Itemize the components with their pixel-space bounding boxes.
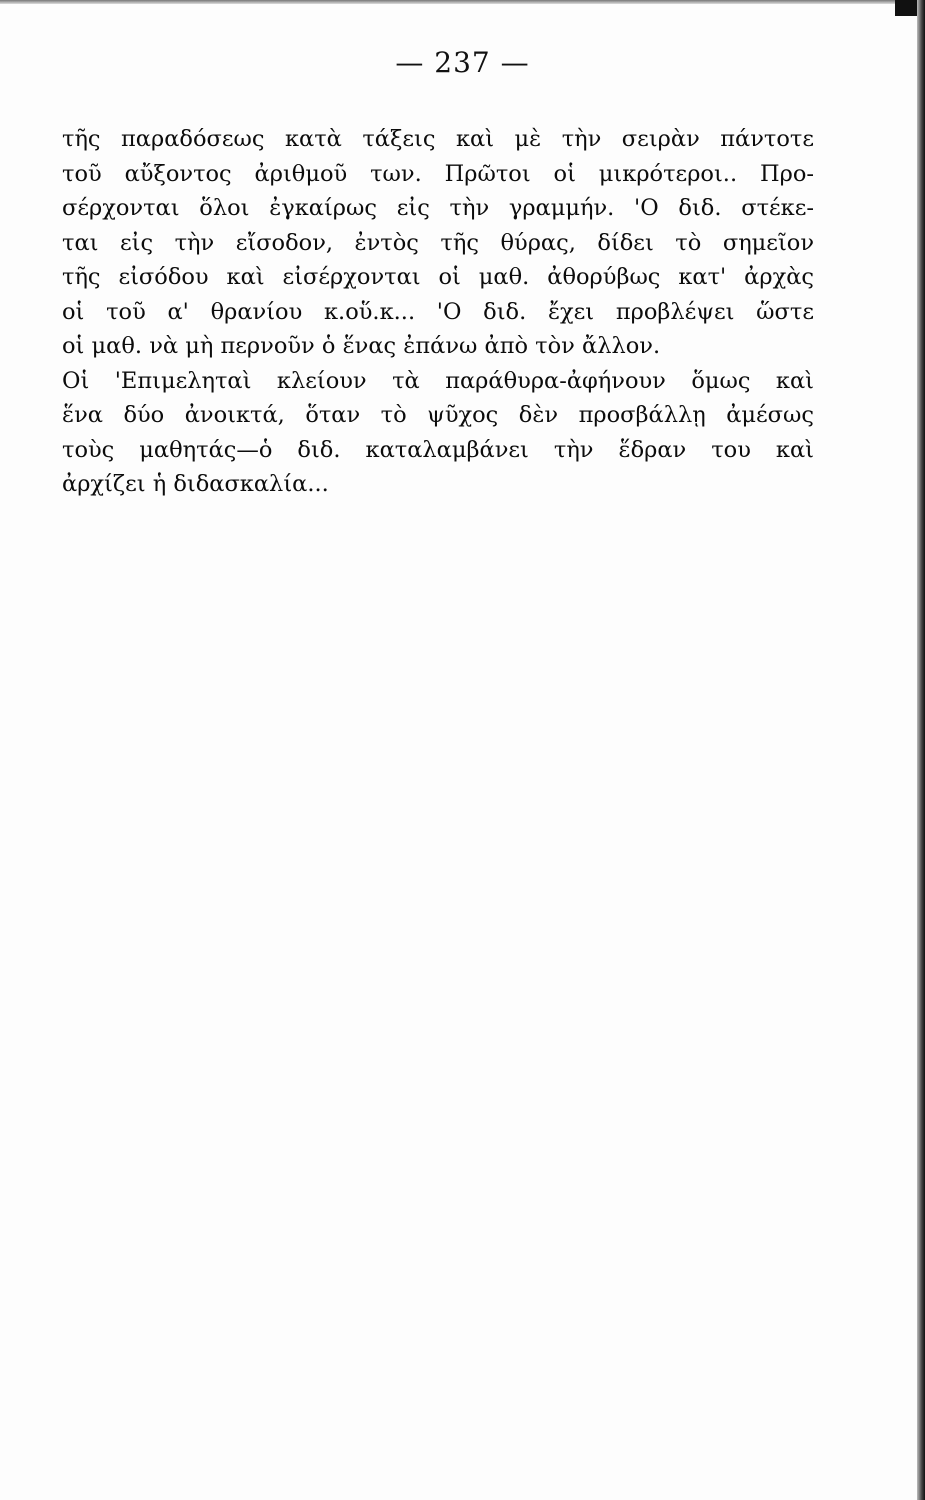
scan-corner-mark	[895, 0, 917, 16]
text-line: οἱ τοῦ α' θρανίου κ.οὕ.κ... 'Ο διδ. ἔχει προβλέψει ὥστε	[62, 298, 814, 325]
text-line: οἱ μαθ. νὰ μὴ περνοῦν ὁ ἕνας ἐπάνω ἀπὸ τὸν ἄλλον.	[62, 333, 661, 359]
text-line: ται εἰς τὴν εἴσοδον, ἐντὸς τῆς θύρας, δίδει τὸ σημεῖον	[62, 229, 814, 256]
text-line: ἀρχίζει ἡ διδασκαλία...	[62, 471, 329, 497]
text-line: τοῦ αὔξοντος ἀριθμοῦ των. Πρῶτοι οἱ μικρότεροι.. Προ-	[62, 160, 814, 187]
scan-top-edge	[0, 0, 925, 4]
page-number: — 237 —	[395, 46, 530, 79]
text-line: τῆς παραδόσεως κατὰ τάξεις καὶ μὲ τὴν σειρὰν πάντοτε	[62, 126, 814, 152]
text-line: Οἱ 'Επιμεληταὶ κλείουν τὰ παράθυρα-ἀφήνουν ὅμως καὶ	[62, 367, 814, 394]
body-paragraph	[62, 122, 814, 502]
text-line: τοὺς μαθητάς—ὁ διδ. καταλαμβάνει τὴν ἕδραν του καὶ	[62, 436, 814, 463]
text-line: σέρχονται ὅλοι ἐγκαίρως εἰς τὴν γραμμήν. 'Ο διδ. στέκε-	[62, 195, 814, 221]
text-line: ἕνα δύο ἀνοικτά, ὅταν τὸ ψῦχος δὲν προσβάλλῃ ἀμέσως	[62, 402, 814, 428]
text-line: τῆς εἰσόδου καὶ εἰσέρχονται οἱ μαθ. ἀθορύβως κατ' ἀρχὰς	[62, 264, 814, 290]
scan-right-edge	[917, 0, 925, 1500]
